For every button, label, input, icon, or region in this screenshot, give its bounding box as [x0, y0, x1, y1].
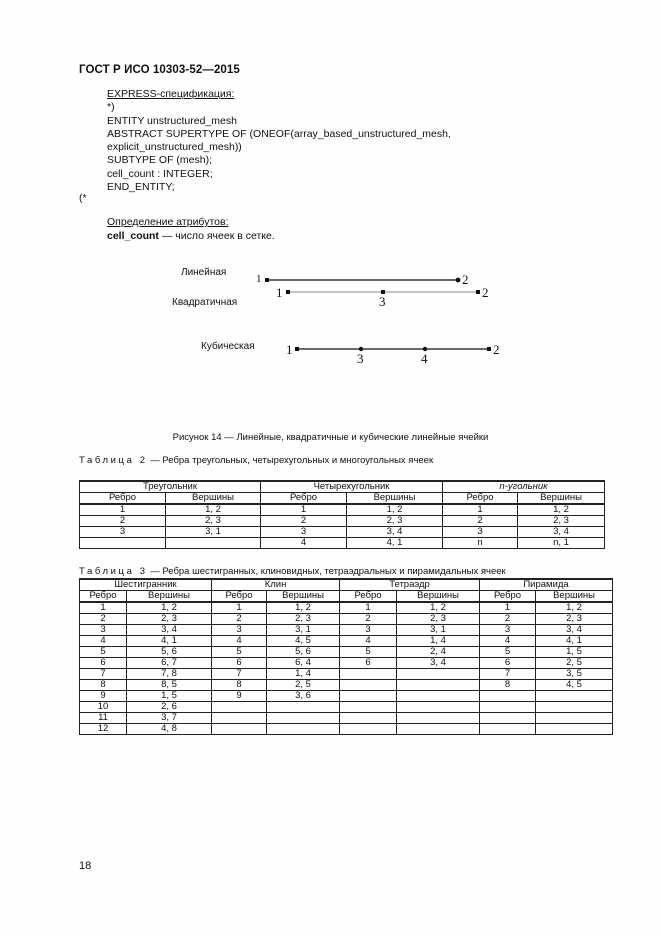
table-cell: [166, 538, 261, 549]
table-cell: 1, 2: [397, 602, 480, 614]
table-cell: 11: [80, 713, 127, 724]
cubic-node-1: [295, 347, 299, 351]
table-cell: [536, 713, 613, 724]
table-cell: 1: [340, 602, 397, 614]
table-cell: 2, 3: [166, 516, 261, 527]
linear-node-label: 2: [462, 272, 469, 287]
table-cell: 9: [212, 691, 267, 702]
table-cell: 2, 6: [127, 702, 212, 713]
column-header: Вершины: [518, 493, 605, 505]
table-cell: 4, 5: [536, 680, 613, 691]
table-cell: 10: [80, 702, 127, 713]
linear-node-2: [456, 278, 461, 283]
table-cell: 4, 1: [347, 538, 443, 549]
table-2-caption: [79, 455, 433, 466]
table-cell: 8: [480, 680, 536, 691]
table-cell: 7: [212, 669, 267, 680]
table-cell: 2: [80, 516, 166, 527]
table-row: [80, 538, 605, 549]
column-header: Вершины: [536, 591, 613, 603]
table-cell: 3, 6: [267, 691, 340, 702]
table-row: [80, 516, 605, 527]
table-row: [80, 680, 613, 691]
table-cell: 8, 5: [127, 680, 212, 691]
table-cell: 3: [261, 527, 347, 538]
table-cell: 1, 2: [536, 602, 613, 614]
column-header: Вершины: [267, 591, 340, 603]
table-cell: 3: [443, 527, 518, 538]
table-cell: 1, 2: [267, 602, 340, 614]
table-cell: [536, 691, 613, 702]
attribute-description: — число ячеек в сетке.: [158, 230, 275, 242]
group-header-text: n-угольник: [499, 481, 548, 492]
table-cell: [340, 724, 397, 735]
quadratic-node-1: [286, 290, 290, 294]
table-cell: [397, 691, 480, 702]
table-cell: 1, 5: [127, 691, 212, 702]
column-header: Ребро: [80, 591, 127, 603]
table-cell: 5: [212, 647, 267, 658]
cubic-label: Кубическая: [201, 341, 255, 352]
table-cell: [397, 669, 480, 680]
table-2-label: Таблица 2: [79, 455, 148, 466]
table-cell: n, 1: [518, 538, 605, 549]
table-cell: [480, 702, 536, 713]
table-cell: [267, 724, 340, 735]
figure-caption: Рисунок 14 — Линейные, квадратичные и кубические линейные ячейки: [172, 432, 489, 443]
table-cell: 3: [480, 625, 536, 636]
linear-label: Линейная: [181, 267, 227, 278]
table-cell: 2, 3: [397, 614, 480, 625]
table-cell: [340, 702, 397, 713]
table-cell: 6: [80, 658, 127, 669]
table-cell: 3, 4: [347, 527, 443, 538]
column-header: Вершины: [166, 493, 261, 505]
table-cell: 1, 4: [267, 669, 340, 680]
table-cell: 4: [212, 636, 267, 647]
table-row: [80, 504, 605, 516]
code-line: END_ENTITY;: [107, 181, 175, 194]
table-cell: 4, 1: [536, 636, 613, 647]
group-header: [443, 481, 605, 493]
table-cell: 3: [212, 625, 267, 636]
group-header: Пирамида: [480, 579, 613, 591]
table-cell: 5, 6: [267, 647, 340, 658]
table-cell: [212, 702, 267, 713]
table-cell: 1, 2: [127, 602, 212, 614]
table-cell: 4, 5: [267, 636, 340, 647]
group-header: Четырехугольник: [261, 481, 443, 493]
table-cell: 7: [480, 669, 536, 680]
table-cell: 1, 2: [347, 504, 443, 516]
table-cell: [480, 713, 536, 724]
table-cell: [267, 702, 340, 713]
table-3-caption: [79, 566, 506, 577]
code-line: explicit_unstructured_mesh)): [107, 141, 242, 154]
table-cell: [212, 713, 267, 724]
code-line: ENTITY unstructured_mesh: [107, 114, 237, 127]
code-line: SUBTYPE OF (mesh);: [107, 154, 213, 167]
table-row: [80, 658, 613, 669]
table-cell: 3: [80, 527, 166, 538]
table-cell: 3, 7: [127, 713, 212, 724]
table-2-title: — Ребра треугольных, четырехугольных и многоугольных ячеек: [147, 455, 434, 466]
document-header: ГОСТ Р ИСО 10303-52—2015: [79, 64, 240, 76]
table-cell: 7, 8: [127, 669, 212, 680]
table-row: [80, 636, 613, 647]
table-2: [79, 480, 605, 549]
linear-node-label: 1: [256, 273, 262, 285]
code-closing: (*: [79, 192, 87, 204]
table-cell: 7: [80, 669, 127, 680]
table-row: [80, 724, 613, 735]
quadratic-node-label: 2: [482, 285, 489, 300]
table-cell: 9: [80, 691, 127, 702]
table-cell: 2, 3: [267, 614, 340, 625]
column-header: Вершины: [347, 493, 443, 505]
table-cell: 3, 4: [518, 527, 605, 538]
table-cell: 8: [80, 680, 127, 691]
table-cell: 3, 1: [267, 625, 340, 636]
column-header: Вершины: [127, 591, 212, 603]
table-cell: 2: [261, 516, 347, 527]
table-cell: 1: [80, 504, 166, 516]
attribute-name: cell_count: [107, 230, 159, 242]
column-header: Ребро: [340, 591, 397, 603]
table-cell: 12: [80, 724, 127, 735]
table-cell: 6, 7: [127, 658, 212, 669]
group-header: Шестигранник: [80, 579, 212, 591]
table-cell: [80, 538, 166, 549]
table-3-body: [80, 602, 613, 735]
table-cell: [397, 680, 480, 691]
table-cell: 4, 1: [127, 636, 212, 647]
table-cell: 6: [212, 658, 267, 669]
table-2-body: [80, 504, 605, 549]
table-cell: 2, 3: [127, 614, 212, 625]
table-cell: 1: [80, 602, 127, 614]
table-cell: 2: [340, 614, 397, 625]
table-cell: 1, 2: [166, 504, 261, 516]
table-cell: 2: [80, 614, 127, 625]
table-cell: 3, 4: [127, 625, 212, 636]
table-cell: 3, 4: [536, 625, 613, 636]
table-cell: 3, 4: [397, 658, 480, 669]
table-cell: 2: [212, 614, 267, 625]
linear-node-1: [265, 278, 269, 282]
table-cell: 2, 4: [397, 647, 480, 658]
cubic-node-label: 4: [421, 351, 428, 366]
table-cell: 1: [212, 602, 267, 614]
table-cell: 4: [340, 636, 397, 647]
quadratic-node-label: 3: [379, 294, 386, 309]
table-cell: 3, 1: [397, 625, 480, 636]
attributes-title: Определение атрибутов:: [107, 216, 229, 228]
table-cell: 2: [443, 516, 518, 527]
column-header: Вершины: [397, 591, 480, 603]
quadratic-node-label: 1: [276, 285, 283, 300]
cubic-node-2: [487, 347, 491, 351]
table-row: [80, 614, 613, 625]
table-cell: n: [443, 538, 518, 549]
code-line: ABSTRACT SUPERTYPE OF (ONEOF(array_based_unstructured_mesh,: [107, 127, 451, 140]
table-cell: 6: [480, 658, 536, 669]
table-cell: 3, 1: [166, 527, 261, 538]
table-row: [80, 527, 605, 538]
table-cell: 1: [443, 504, 518, 516]
table-cell: [212, 724, 267, 735]
table-3: [79, 578, 613, 735]
table-cell: 3, 5: [536, 669, 613, 680]
code-line: cell_count : INTEGER;: [107, 167, 213, 180]
group-header: Тетраэдр: [340, 579, 480, 591]
table-cell: 6, 4: [267, 658, 340, 669]
table-row: [80, 713, 613, 724]
table-cell: 5: [480, 647, 536, 658]
table-cell: 2, 3: [536, 614, 613, 625]
table-cell: [267, 713, 340, 724]
express-title: EXPRESS-спецификация:: [107, 88, 235, 100]
table-cell: [397, 713, 480, 724]
group-header: Треугольник: [80, 481, 261, 493]
group-header: Клин: [212, 579, 340, 591]
table-cell: 5: [340, 647, 397, 658]
table-3-label: Таблица 3: [79, 566, 148, 577]
table-row: [80, 602, 613, 614]
table-cell: 4: [261, 538, 347, 549]
table-cell: 4: [480, 636, 536, 647]
table-cell: 5: [80, 647, 127, 658]
table-cell: [340, 713, 397, 724]
table-row: [80, 702, 613, 713]
table-cell: [340, 669, 397, 680]
table-cell: [536, 702, 613, 713]
table-cell: 2, 3: [518, 516, 605, 527]
table-cell: [397, 702, 480, 713]
table-cell: 8: [212, 680, 267, 691]
table-cell: 1, 5: [536, 647, 613, 658]
column-header: Ребро: [480, 591, 536, 603]
table-3-title: — Ребра шестигранных, клиновидных, тетраэдральных и пирамидальных ячеек: [147, 566, 506, 577]
table-cell: 6: [340, 658, 397, 669]
table-cell: [340, 680, 397, 691]
table-cell: 2, 5: [267, 680, 340, 691]
table-row: [80, 625, 613, 636]
column-header: Ребро: [261, 493, 347, 505]
table-cell: 2, 5: [536, 658, 613, 669]
table-cell: 3: [80, 625, 127, 636]
page-number: 18: [79, 860, 92, 872]
table-row: [80, 647, 613, 658]
table-cell: 4, 8: [127, 724, 212, 735]
table-cell: 1: [261, 504, 347, 516]
table-cell: 1, 2: [518, 504, 605, 516]
cubic-node-label: 3: [357, 351, 364, 366]
table-cell: 2, 3: [347, 516, 443, 527]
quadratic-node-2: [476, 290, 480, 294]
table-cell: [480, 724, 536, 735]
table-cell: [397, 724, 480, 735]
quadratic-label: Квадратичная: [172, 297, 238, 308]
table-cell: 5, 6: [127, 647, 212, 658]
column-header: Ребро: [212, 591, 267, 603]
cubic-node-label: 1: [286, 342, 293, 357]
table-cell: [480, 691, 536, 702]
table-cell: 3: [340, 625, 397, 636]
table-cell: [536, 724, 613, 735]
column-header: Ребро: [443, 493, 518, 505]
column-header: Ребро: [80, 493, 166, 505]
table-cell: 1: [480, 602, 536, 614]
table-row: [80, 669, 613, 680]
code-line: *): [107, 101, 115, 114]
table-cell: 4: [80, 636, 127, 647]
table-cell: 1, 4: [397, 636, 480, 647]
table-cell: 2: [480, 614, 536, 625]
table-cell: [340, 691, 397, 702]
table-row: [80, 691, 613, 702]
cubic-node-label: 2: [493, 342, 500, 357]
